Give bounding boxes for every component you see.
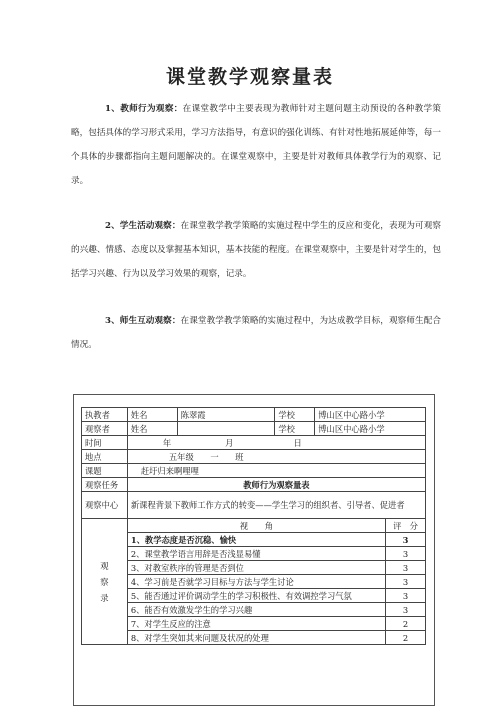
observer-label: 观察者 xyxy=(82,422,128,436)
name-label: 姓名 xyxy=(127,408,177,422)
observer-name xyxy=(177,422,275,436)
item-score: 3 xyxy=(386,547,426,561)
table-row xyxy=(82,450,426,464)
section-text: 在课堂教学教学策略的实施过程中，为达成教学目标，观察师生配合情况。 xyxy=(71,316,441,350)
day-label: 日 xyxy=(293,437,302,448)
item-score: 3 xyxy=(386,589,426,603)
score-header: 评 分 xyxy=(386,519,426,533)
item-score: 3 xyxy=(386,561,426,575)
table-row xyxy=(82,533,426,547)
item-text: 4、学习前是否就学习目标与方法与学生讨论 xyxy=(127,575,385,589)
place-label: 地点 xyxy=(82,450,128,464)
item-score: 2 xyxy=(386,617,426,631)
table-row xyxy=(82,547,426,561)
task-value: 教师行为观察量表 xyxy=(127,478,425,492)
table-row xyxy=(82,575,426,589)
section-heading: 2、学生活动观察： xyxy=(105,221,181,231)
section-heading: 1、教师行为观察： xyxy=(105,104,183,114)
record-label: 观察录 xyxy=(82,519,128,645)
topic-value: 赶圩归来啊哩哩 xyxy=(127,464,425,478)
table-row xyxy=(82,408,426,422)
teacher-label: 执教者 xyxy=(82,408,128,422)
school-label: 学校 xyxy=(275,408,315,422)
table-row xyxy=(82,492,426,519)
item-text: 7、对学生反应的注意 xyxy=(127,617,385,631)
name-label: 姓名 xyxy=(127,422,177,436)
table-row xyxy=(82,561,426,575)
table-row xyxy=(82,436,426,450)
section-teacher-behavior xyxy=(71,97,441,193)
item-text: 1、教学态度是否沉稳、愉快 xyxy=(127,533,385,547)
item-text: 3、对教室秩序的管理是否到位 xyxy=(127,561,385,575)
table-row xyxy=(82,422,426,436)
item-text: 6、能否有效激发学生的学习兴趣 xyxy=(127,603,385,617)
section-text: 在课堂教学中主要表现为教师针对主题问题主动预设的各种教学策略，包括具体的学习形式采用，学习方法指导，有意识的强化训练、有针对性地拓展延伸等，每一个具体的步骤都指向主题问题解决的。在课堂观察中，主要是针对教师具体教学行为的观察、记录。 xyxy=(71,104,441,186)
time-label: 时间 xyxy=(82,436,128,450)
item-score: 2 xyxy=(386,631,426,645)
table-row xyxy=(82,631,426,645)
section-student-activity xyxy=(71,214,441,286)
center-value: 新课程背景下教师工作方式的转变——学生学习的组织者、引导者、促进者 xyxy=(127,492,425,519)
topic-label: 课题 xyxy=(82,464,128,478)
teacher-name: 陈翠霞 xyxy=(177,408,275,422)
table-row xyxy=(82,617,426,631)
school-label: 学校 xyxy=(275,422,315,436)
item-score: 3 xyxy=(386,575,426,589)
table-row xyxy=(82,589,426,603)
table-row xyxy=(82,478,426,492)
table-row xyxy=(82,603,426,617)
center-label: 观察中心 xyxy=(82,492,128,519)
item-text: 5、能否通过评价调动学生的学习积极性、有效调控学习气氛 xyxy=(127,589,385,603)
section-interaction xyxy=(71,309,441,357)
item-score: 3 xyxy=(386,603,426,617)
year-label: 年 xyxy=(162,437,172,448)
month-label: 月 xyxy=(225,437,234,448)
time-value xyxy=(127,436,425,450)
document-title: 课堂教学观察量表 xyxy=(165,66,334,88)
place-value: 五年级 一 班 xyxy=(127,450,425,464)
item-text: 8、对学生突如其来问题及状况的处理 xyxy=(127,631,385,645)
table-row xyxy=(82,464,426,478)
observation-form-table xyxy=(81,407,426,645)
task-label: 观察任务 xyxy=(82,478,128,492)
section-text: 在课堂教学教学策略的实施过程中学生的反应和变化，表现为可观察的兴趣、情感、态度以及掌握基本知识，基本技能的程度。在课堂观察中，主要是针对学生的，包括学习兴趣、行为以及学习效果的观察，记录。 xyxy=(71,221,441,279)
table-row xyxy=(82,519,426,533)
observer-school: 博山区中心路小学 xyxy=(315,422,426,436)
item-score: 3 xyxy=(386,533,426,547)
item-text: 2、课堂教学语言用辞是否浅显易懂 xyxy=(127,547,385,561)
teacher-school: 博山区中心路小学 xyxy=(315,408,426,422)
view-header: 视 角 xyxy=(127,519,385,533)
section-heading: 3、师生互动观察： xyxy=(105,316,181,326)
